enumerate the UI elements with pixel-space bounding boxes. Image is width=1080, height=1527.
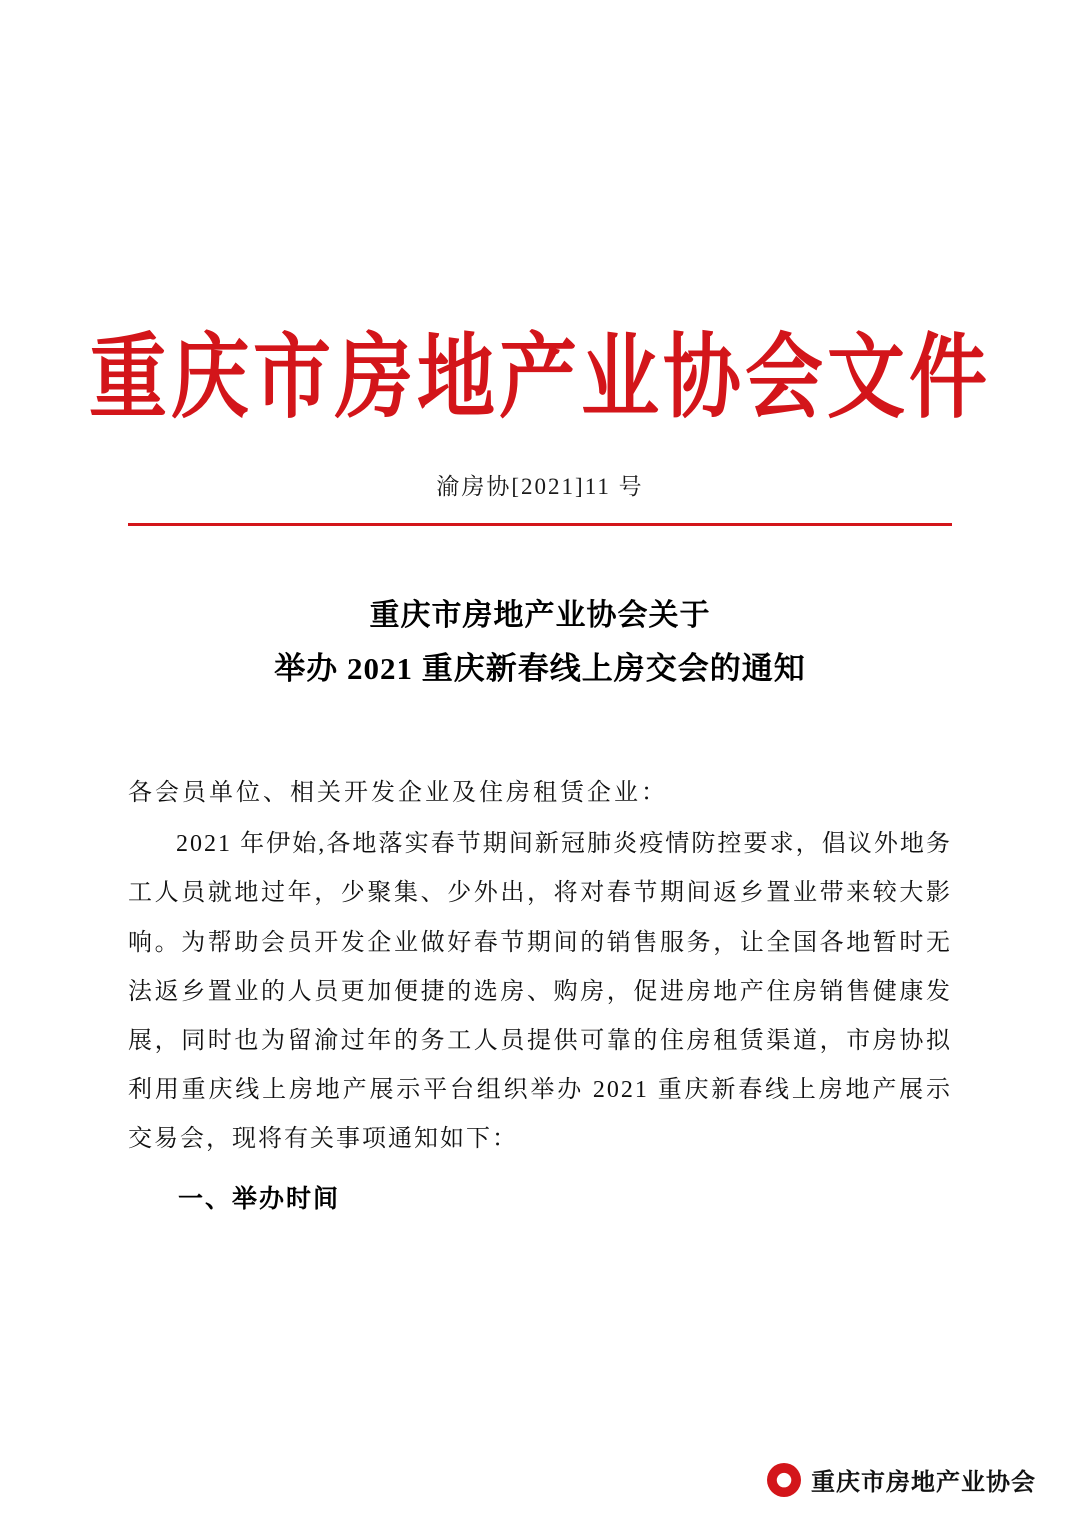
organization-masthead-title: 重庆市房地产业协会文件 bbox=[88, 324, 991, 432]
wechat-icon: ● bbox=[767, 1463, 801, 1497]
masthead bbox=[0, 324, 1080, 432]
document-title-line-2: 举办 2021 重庆新春线上房交会的通知 bbox=[274, 651, 806, 687]
footer-account-name: 重庆市房地产业协会 bbox=[811, 1468, 1036, 1496]
document-title bbox=[0, 590, 1080, 697]
red-divider-rule bbox=[128, 523, 952, 526]
document-number: 渝房协[2021]11 号 bbox=[436, 473, 644, 499]
salutation: 各会员单位、相关开发企业及住房租赁企业： bbox=[128, 779, 668, 806]
section-heading-1: 一、举办时间 bbox=[178, 1185, 341, 1213]
document-title-line-1: 重庆市房地产业协会关于 bbox=[369, 598, 711, 632]
document-body bbox=[128, 771, 952, 1215]
footer-wechat-account bbox=[767, 1462, 1036, 1497]
body-paragraph-1: 2021 年伊始,各地落实春节期间新冠肺炎疫情防控要求，倡议外地务工人员就地过年，少聚集、少外出，将对春节期间返乡置业带来较大影响。为帮助会员开发企业做好春节期间的销售服务，让全国各地暂时无法返乡置业的人员更加便捷的选房、购房，促进房地产住房销售健康发展，同时也为留渝过年的务工人员提供可靠的住房租赁渠道，市房协拟利用重庆线上房地产展示平台组织举办 2021 重庆新春线上房地产展示交易会，现将有关事项通知如下： bbox=[128, 831, 952, 1153]
